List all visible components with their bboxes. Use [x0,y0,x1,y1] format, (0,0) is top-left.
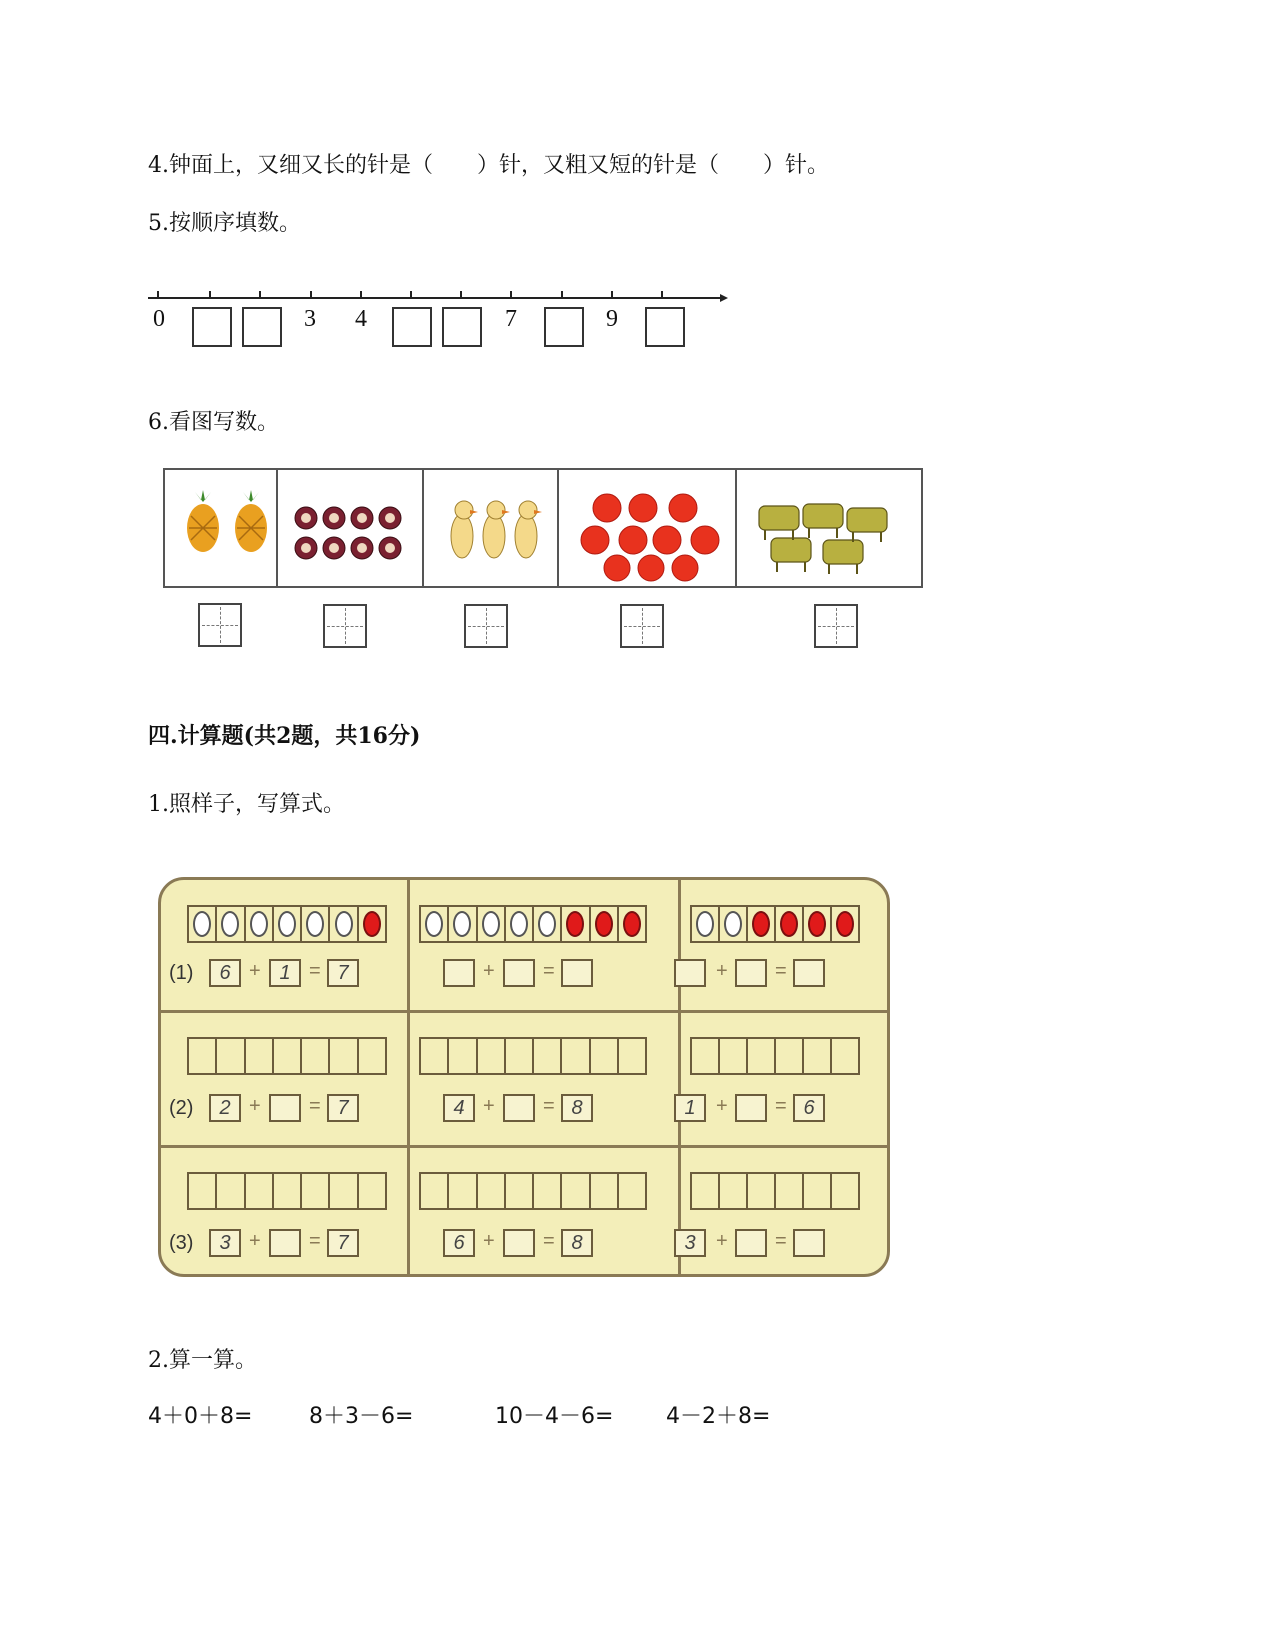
white-oval [221,911,239,937]
oval-frame-1-1 [187,905,387,943]
equation-box[interactable] [269,1229,301,1257]
white-oval [453,911,471,937]
equation-box[interactable]: 7 [327,1094,359,1122]
duck-icon [424,470,559,586]
equation-box[interactable]: 1 [674,1094,706,1122]
answer-box-tomatoes[interactable] [620,604,664,648]
red-oval [623,911,641,937]
picture-flowers [278,470,424,586]
plus-sign: + [249,1230,261,1252]
equals-sign: = [309,1095,321,1117]
number-line-label-4: 4 [355,306,367,332]
number-line-blank-8[interactable] [544,307,584,347]
question-5: 5.按顺序填数。 [148,211,301,236]
equation-box[interactable] [793,1229,825,1257]
equation-box[interactable] [503,1229,535,1257]
answer-box-ducks[interactable] [464,604,508,648]
picture-pineapples [165,470,278,586]
white-oval [696,911,714,937]
board-divider [161,1145,887,1148]
equation-box[interactable]: 4 [443,1094,475,1122]
equation-box[interactable] [443,959,475,987]
empty-frame-2-2 [419,1037,647,1075]
equation-box[interactable]: 1 [269,959,301,987]
number-line [148,286,728,346]
equation-box[interactable]: 6 [793,1094,825,1122]
equation-box[interactable]: 8 [561,1094,593,1122]
plus-sign: + [716,960,728,982]
equation-box[interactable] [735,1094,767,1122]
tomato-icon [559,470,737,586]
equation-box[interactable]: 3 [209,1229,241,1257]
section4-question-2: 2.算一算。 [148,1348,257,1373]
white-oval [306,911,324,937]
empty-frame-3-2 [419,1172,647,1210]
equation-box[interactable]: 6 [209,959,241,987]
equals-sign: = [775,1095,787,1117]
empty-frame-3-1 [187,1172,387,1210]
red-oval [836,911,854,937]
number-line-blank-6[interactable] [442,307,482,347]
equals-sign: = [543,1095,555,1117]
equals-sign: = [775,960,787,982]
plus-sign: + [483,1230,495,1252]
white-oval [335,911,353,937]
equation-box[interactable] [561,959,593,987]
plus-sign: + [249,1095,261,1117]
equals-sign: = [775,1230,787,1252]
number-line-label-9: 9 [606,306,618,332]
equation-box[interactable]: 8 [561,1229,593,1257]
equation-box[interactable] [674,959,706,987]
question-6: 6.看图写数。 [148,410,279,435]
picture-strip [163,468,923,588]
white-oval [278,911,296,937]
white-oval [538,911,556,937]
red-oval [780,911,798,937]
equation-box[interactable] [269,1094,301,1122]
white-oval [482,911,500,937]
white-oval [724,911,742,937]
empty-frame-3-3 [690,1172,860,1210]
equation-box[interactable] [793,959,825,987]
picture-tomatoes [559,470,737,586]
board-divider [678,880,681,1274]
answer-box-flowers[interactable] [323,604,367,648]
equation-box[interactable]: 3 [674,1229,706,1257]
picture-ducks [424,470,559,586]
calculation-item: 10－4－6= [495,1404,614,1429]
section4-question-1: 1.照样子，写算式。 [148,792,345,817]
number-line-blank-5[interactable] [392,307,432,347]
number-line-label-7: 7 [505,306,517,332]
plus-sign: + [716,1095,728,1117]
calculation-item: 4＋0＋8= [148,1404,253,1429]
empty-frame-2-3 [690,1037,860,1075]
equation-box[interactable] [503,1094,535,1122]
picture-cows [737,470,921,586]
row-label-2: (2) [169,1097,194,1119]
equation-box[interactable] [735,1229,767,1257]
board-divider [161,1010,887,1013]
answer-box-cows[interactable] [814,604,858,648]
row-label-3: (3) [169,1232,194,1254]
equation-box[interactable]: 6 [443,1229,475,1257]
equals-sign: = [309,1230,321,1252]
oval-frame-1-3 [690,905,860,943]
number-line-label-3: 3 [304,306,316,332]
exercise-board [158,877,890,1277]
plus-sign: + [483,960,495,982]
white-oval [250,911,268,937]
cow-icon [737,470,921,586]
empty-frame-2-1 [187,1037,387,1075]
number-line-blank-10[interactable] [645,307,685,347]
row-label-1: (1) [169,962,194,984]
plus-sign: + [716,1230,728,1252]
equals-sign: = [543,1230,555,1252]
equation-box[interactable]: 2 [209,1094,241,1122]
plus-sign: + [483,1095,495,1117]
calculation-item: 4－2＋8= [666,1404,771,1429]
equals-sign: = [309,960,321,982]
equals-sign: = [543,960,555,982]
red-oval [808,911,826,937]
red-oval [363,911,381,937]
white-oval [425,911,443,937]
equation-box[interactable] [735,959,767,987]
board-divider [407,880,410,1274]
flower-icon [278,470,424,586]
plus-sign: + [249,960,261,982]
oval-frame-1-2 [419,905,647,943]
white-oval [510,911,528,937]
red-oval [752,911,770,937]
white-oval [193,911,211,937]
red-oval [595,911,613,937]
number-line-blank-1[interactable] [192,307,232,347]
number-line-label-0: 0 [153,306,165,332]
section-heading: 四.计算题(共2题，共16分) [148,723,421,749]
question-4: 4.钟面上，又细又长的针是（ ）针，又粗又短的针是（ ）针。 [148,153,829,178]
number-line-axis [148,286,728,306]
answer-box-pineapples[interactable] [198,603,242,647]
equation-box[interactable] [503,959,535,987]
red-oval [566,911,584,937]
equation-box[interactable]: 7 [327,1229,359,1257]
equation-box[interactable]: 7 [327,959,359,987]
number-line-blank-2[interactable] [242,307,282,347]
pineapple-icon [165,470,275,586]
calculation-item: 8＋3－6= [309,1404,414,1429]
